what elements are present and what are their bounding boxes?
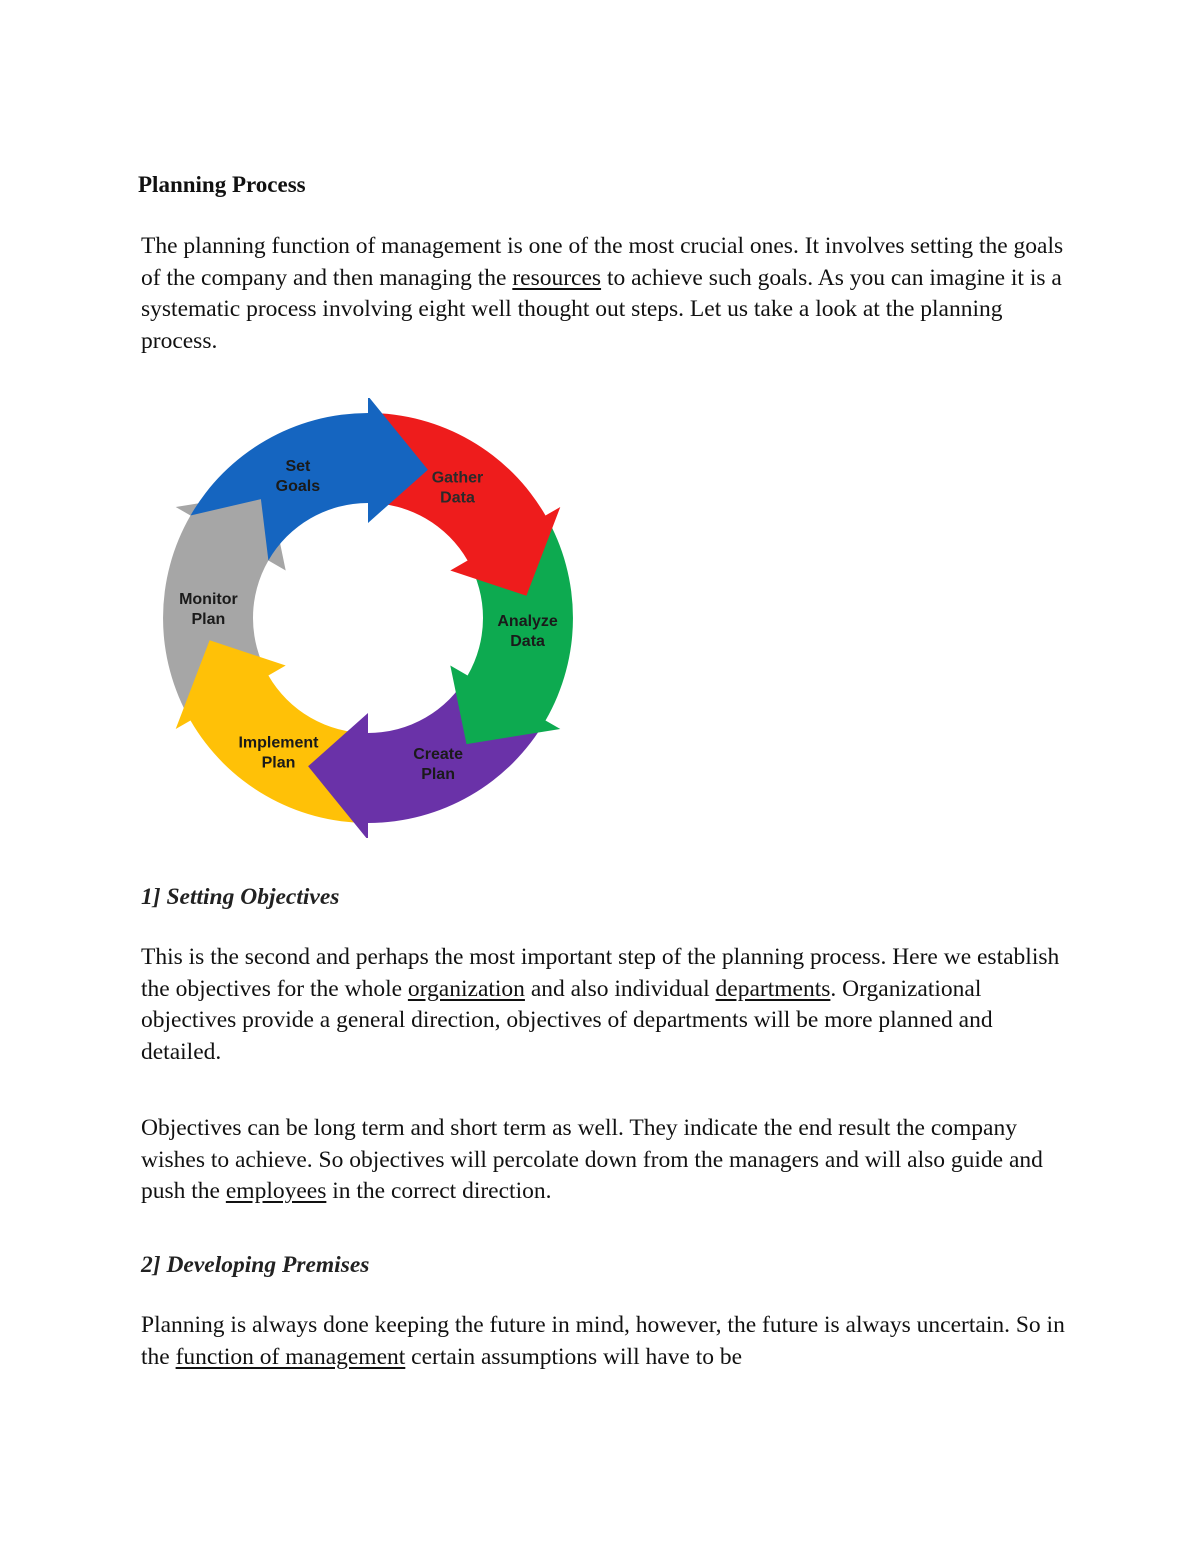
departments-link[interactable]: departments bbox=[715, 975, 831, 1002]
resources-link[interactable]: resources bbox=[512, 264, 602, 291]
intro-paragraph bbox=[141, 231, 1071, 357]
cycle-label-analyze-data: Analyze Data bbox=[497, 613, 558, 651]
s1p1-text-3: . Organizational objectives provide a general direction, objectives of departments will be more planned and detailed. bbox=[141, 975, 993, 1065]
s1p1-text-2: and also individual bbox=[524, 975, 716, 1002]
employees-link[interactable]: employees bbox=[225, 1178, 327, 1204]
cycle-label-gather-data: Gather Data bbox=[431, 469, 484, 507]
cycle-label-set-goals: Set Goals bbox=[275, 458, 321, 496]
cycle-label-create-plan: Create Plan bbox=[413, 745, 464, 783]
s1p2-text-1: Objectives can be long term and short term as well. They indicate the end result the company wishes to achieve. So objectives will percolate down from the managers and will also guide and push the bbox=[141, 1115, 1043, 1204]
s1p2-text-2: in the correct direction. bbox=[326, 1178, 552, 1204]
cycle-label-implement-plan: Implement Plan bbox=[238, 734, 319, 772]
developing-premises-paragraph bbox=[141, 1310, 1071, 1373]
organization-link[interactable]: organization bbox=[407, 975, 525, 1002]
setting-objectives-paragraph-1 bbox=[141, 942, 1071, 1068]
s2p1-text-2: certain assumptions will have to be bbox=[405, 1343, 743, 1370]
function-of-management-link[interactable]: function of management bbox=[175, 1343, 406, 1370]
setting-objectives-paragraph-2 bbox=[141, 1113, 1071, 1208]
page-title: Planning Process bbox=[138, 172, 306, 197]
section-heading-developing-premises: 2] Developing Premises bbox=[141, 1252, 370, 1278]
s1p1-text-1: This is the second and perhaps the most important step of the planning process. Here we establish the objectives for the whole bbox=[141, 944, 1060, 1002]
section-heading-setting-objectives: 1] Setting Objectives bbox=[141, 884, 340, 910]
planning-cycle-svg bbox=[150, 398, 590, 838]
s2p1-text-1: Planning is always done keeping the future in mind, however, the future is always uncertain. So in the bbox=[141, 1312, 1065, 1370]
intro-text-2: to achieve such goals. As you can imagine it is a systematic process involving eight well thought out steps. Let us take a look at the planning process. bbox=[141, 264, 1062, 354]
intro-text-1: The planning function of management is one of the most crucial ones. It involves setting the goals of the company and then managing the bbox=[141, 233, 1064, 291]
cycle-label-monitor-plan: Monitor Plan bbox=[179, 590, 238, 628]
planning-cycle-diagram bbox=[150, 398, 590, 838]
